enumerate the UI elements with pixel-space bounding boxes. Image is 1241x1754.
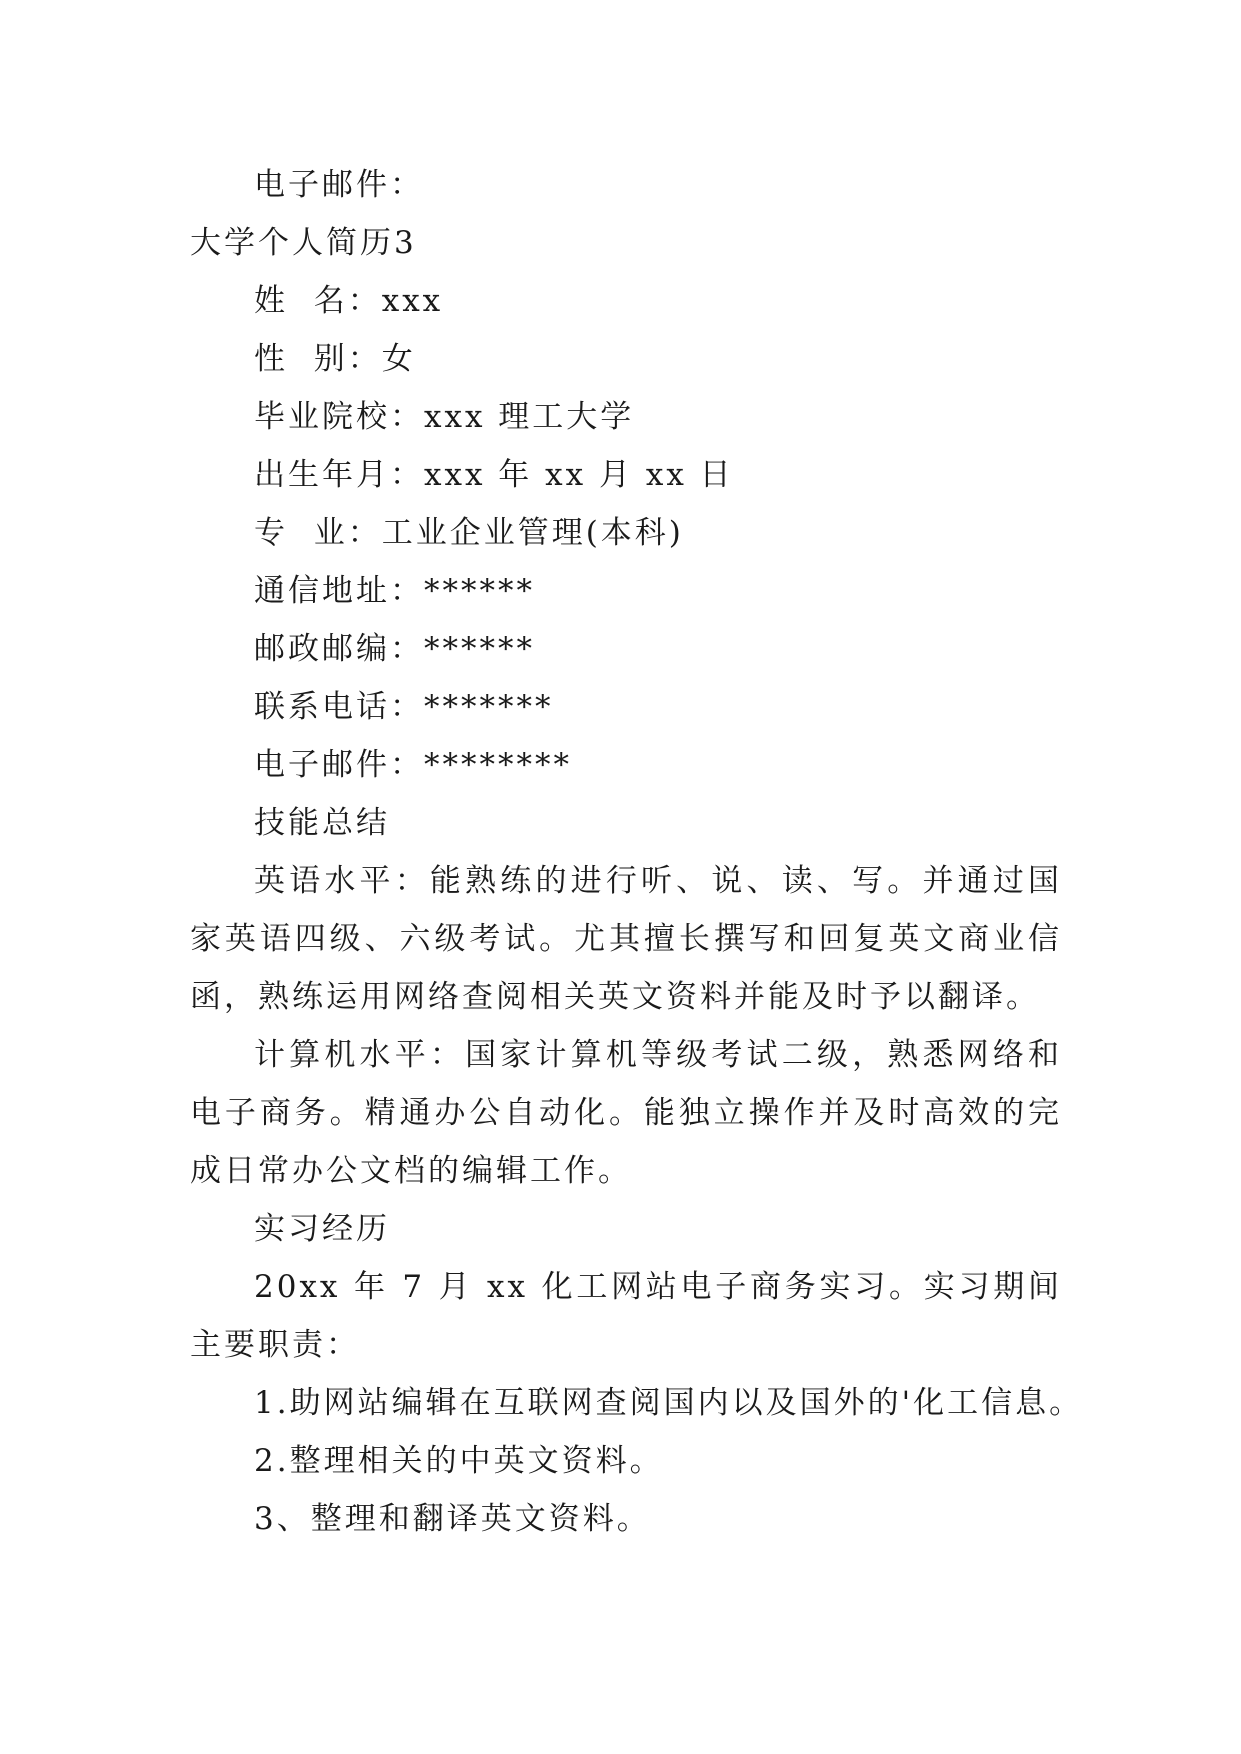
duty-item-3: 3、整理和翻译英文资料。 (254, 1501, 651, 1537)
field-postcode-value: ****** (424, 631, 535, 667)
field-gender-value: 女 (381, 341, 416, 377)
field-phone-label: 联系电话： (254, 689, 424, 725)
field-birthdate-label: 出生年月： (254, 457, 424, 493)
resume-title: 大学个人简历3 (190, 225, 417, 261)
field-school-label: 毕业院校： (254, 399, 424, 435)
field-birthdate-value: xxx 年 xx 月 xx 日 (424, 457, 734, 493)
field-name-label: 姓 名： (254, 283, 382, 319)
computer-skill-paragraph: 计算机水平：国家计算机等级考试二级，熟悉网络和电子商务。精通办公自动化。能独立操作并及时高效的完成日常办公文档的编辑工作。 (190, 1037, 1062, 1189)
skills-heading: 技能总结 (254, 805, 390, 841)
field-gender (254, 330, 416, 388)
internship-heading: 实习经历 (254, 1211, 390, 1247)
field-name-value: xxx (381, 283, 444, 319)
field-school-value: xxx 理工大学 (424, 399, 635, 435)
field-email (254, 736, 572, 794)
field-postcode-label: 邮政邮编： (254, 631, 424, 667)
field-phone (254, 678, 554, 736)
duty-item-1: 1.助网站编辑在互联网查阅国内以及国外的'化工信息。 (254, 1385, 1084, 1421)
duty-item-2: 2.整理相关的中英文资料。 (254, 1443, 664, 1479)
field-birthdate (254, 446, 734, 504)
field-phone-value: ******* (424, 689, 554, 725)
internship-intro-paragraph: 20xx 年 7 月 xx 化工网站电子商务实习。实习期间主要职责： (190, 1269, 1062, 1363)
email-label-top: 电子邮件： (254, 167, 424, 203)
field-major-value: 工业企业管理(本科) (381, 515, 684, 551)
field-address-value: ****** (424, 573, 535, 609)
field-address (254, 562, 535, 620)
field-postcode (254, 620, 535, 678)
field-major (254, 504, 684, 562)
field-gender-label: 性 别： (254, 341, 382, 377)
english-skill-paragraph: 英语水平：能熟练的进行听、说、读、写。并通过国家英语四级、六级考试。尤其擅长撰写和回复英文商业信函，熟练运用网络查阅相关英文资料并能及时予以翻译。 (190, 863, 1062, 1015)
field-email-label: 电子邮件： (254, 747, 424, 783)
field-major-label: 专 业： (254, 515, 382, 551)
field-address-label: 通信地址： (254, 573, 424, 609)
field-name (254, 272, 443, 330)
field-school (254, 388, 634, 446)
field-email-value: ******** (424, 747, 572, 783)
